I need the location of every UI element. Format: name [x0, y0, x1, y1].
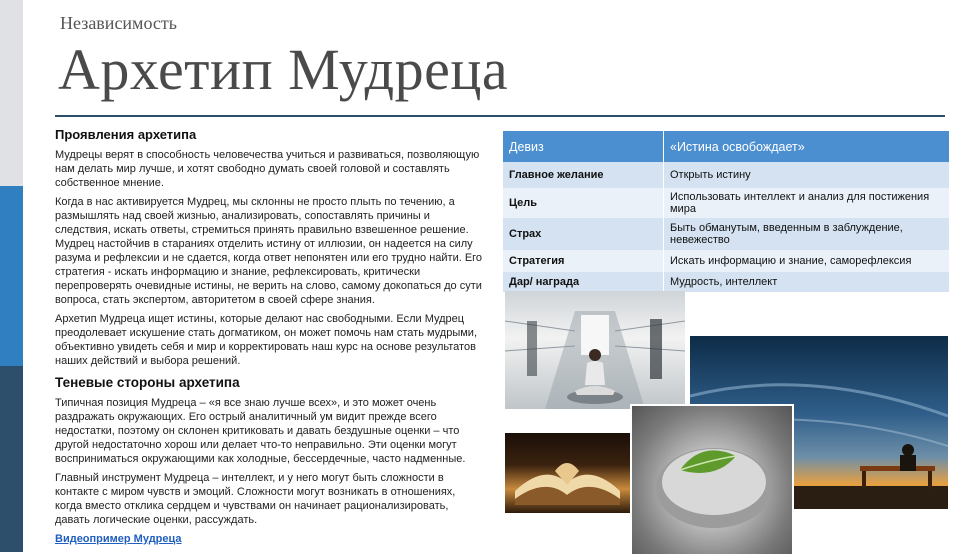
table-cell-value: Использовать интеллект и анализ для постижения мира	[664, 188, 950, 218]
table-cell-value: Быть обманутым, введенным в заблуждение, невежество	[664, 218, 950, 250]
zen-stone-leaf-photo	[630, 404, 794, 556]
paragraph: Главный инструмент Мудреца – интеллект, и у него могут быть сложности в контакте с миром чувств и эмоций. Сложности могут возникать в отношениях, когда вместо отклика сердцем и чувствами он начинает рационализировать, давать логические оценки, рассуждать.	[55, 472, 456, 526]
table-header-row	[503, 131, 950, 162]
table-cell-key: Стратегия	[503, 250, 664, 272]
paragraph: Когда в нас активируется Мудрец, мы склонны не просто плыть по течению, а размышлять над своей жизнью, анализировать, сопоставлять причины и следствия, искать ответы, стремиться принять правильно взвешенное решение. Мудрец настойчив в стараниях отделить истину от иллюзии, он надеется на силу разума и рефлексии и не сдается, когда ответ непонятен или его трудно найти. Его стратегия - искать информацию и знание, рефлексировать, критически перепроверять очевидные истины, не верить на слово, самому докопаться до сути вопроса, стать экспертом, авторитетом в своей сфере знания.	[55, 196, 483, 306]
table-row	[503, 250, 950, 272]
table-row	[503, 162, 950, 188]
table-cell-key: Цель	[503, 188, 664, 218]
table-header-value: «Истина освобождает»	[664, 131, 950, 162]
archetype-traits-table	[503, 131, 950, 292]
paragraph: Архетип Мудреца ищет истины, которые делают нас свободными. Если Мудрец преодолевает искушение стать догматиком, он может помочь нам стать мудрыми, объективно увидеть себя и мир и корректировать наш курс на основе результатов наших действий и выбора решений.	[55, 313, 478, 367]
video-example-link[interactable]: Видеопример Мудреца	[55, 533, 182, 545]
meditation-corridor-photo	[505, 291, 685, 409]
side-band-dark	[0, 366, 23, 552]
paragraph: Типичная позиция Мудреца – «я все знаю лучше всех», и это может очень раздражать окружающих. Его острый аналитичный ум видит прежде всего недостатки, поэтому он склонен критиковать и давать бездушные оценки – что другой недостаточно хорош или делает что-то неправильно. Эти оценки могут восприниматься окружающими как холодные, бессердечные, часто надменные.	[55, 397, 466, 465]
table-cell-key: Страх	[503, 218, 664, 250]
section-heading-shadow: Теневые стороны архетипа	[55, 375, 240, 390]
table-cell-key: Главное желание	[503, 162, 664, 188]
side-band-light	[0, 0, 23, 186]
section-heading-manifestations: Проявления архетипа	[55, 127, 197, 142]
table-row	[503, 272, 950, 292]
title-divider	[55, 115, 945, 117]
table-cell-value: Мудрость, интеллект	[664, 272, 950, 292]
paragraph: Мудрецы верят в способность человечества учиться и развиваться, позволяющую нам делать мир лучше, и хотят свободно думать своей головой и составлять собственное мнение.	[55, 149, 480, 189]
side-band-blue	[0, 186, 23, 366]
open-book-photo	[505, 433, 630, 513]
table-row	[503, 188, 950, 218]
text-column	[55, 128, 485, 546]
table-cell-value: Искать информацию и знание, саморефлексия	[664, 250, 950, 272]
table-cell-value: Открыть истину	[664, 162, 950, 188]
table-cell-key: Дар/ награда	[503, 272, 664, 292]
table-header-key: Девиз	[503, 131, 664, 162]
slide-title: Архетип Мудреца	[58, 37, 509, 102]
table-row	[503, 218, 950, 250]
slide-subtitle: Независимость	[60, 13, 177, 33]
